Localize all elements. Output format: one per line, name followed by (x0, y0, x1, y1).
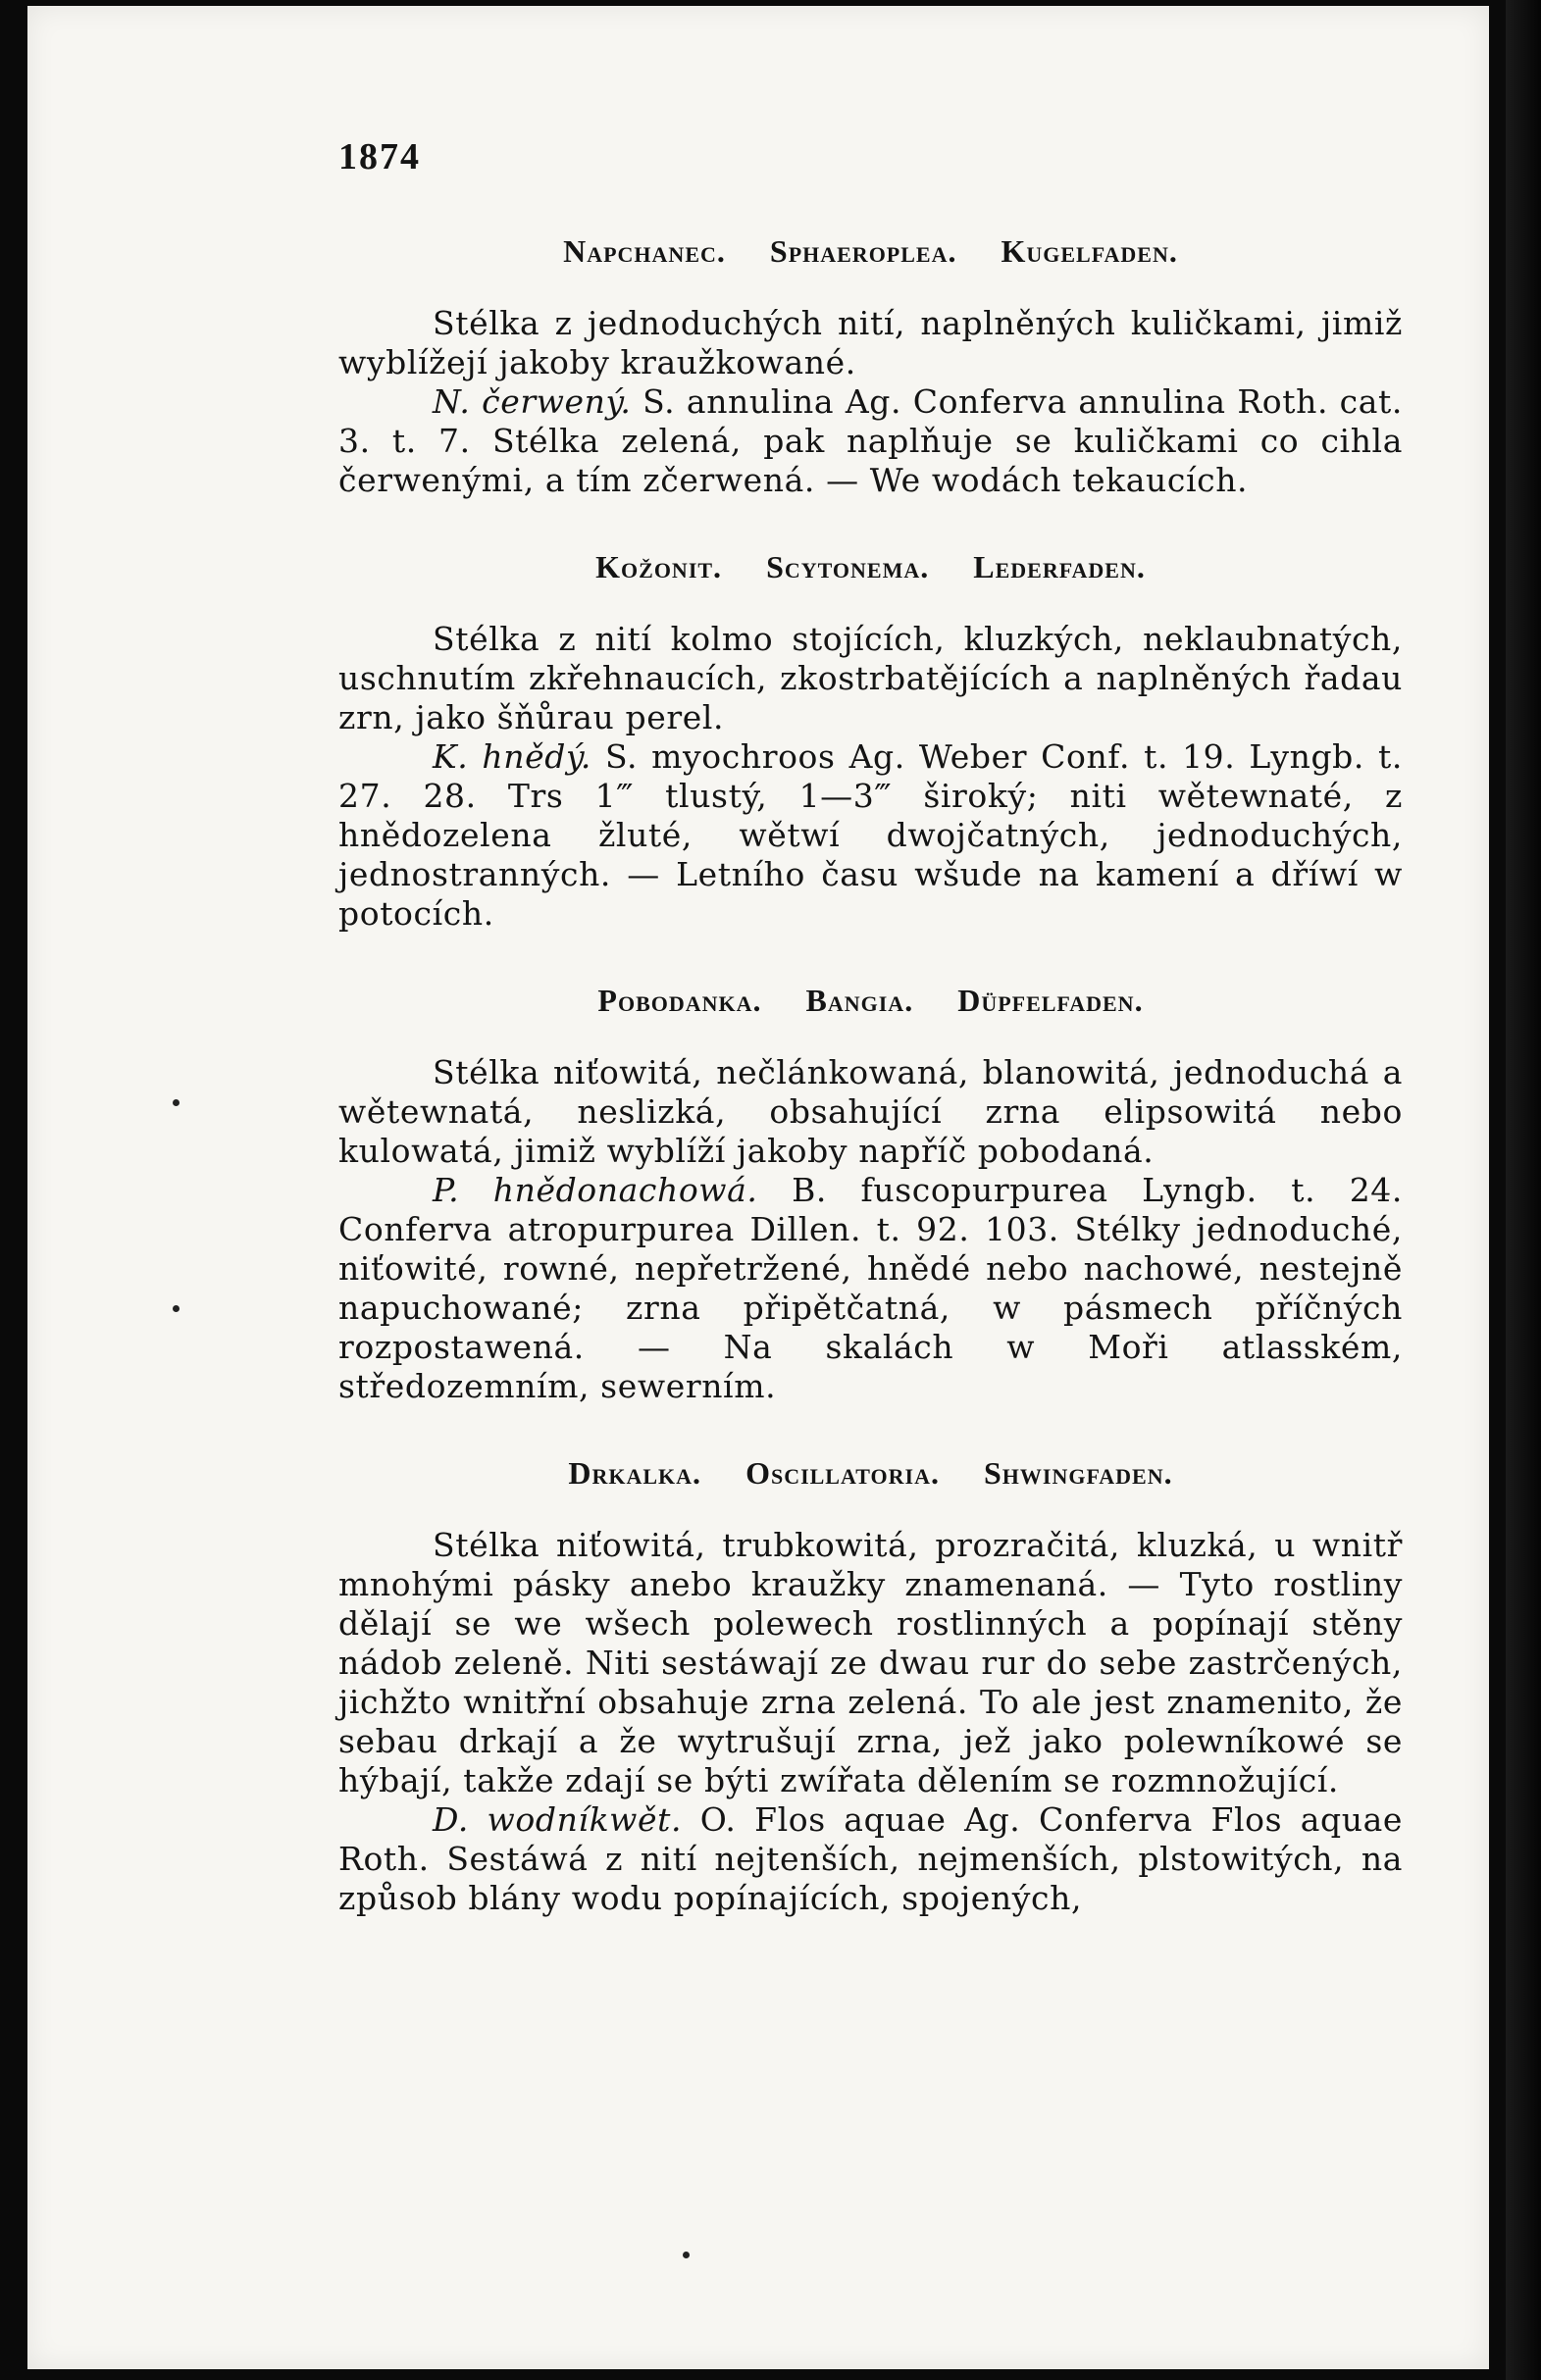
ink-speck (173, 1099, 180, 1106)
ink-speck (173, 1305, 180, 1312)
czech-name: Pobodanka. (597, 983, 762, 1018)
page-edge-shadow (1506, 0, 1541, 2380)
species-name: D. wodníkwět. (433, 1800, 683, 1839)
genus-heading (338, 231, 1403, 271)
species-entry (338, 1800, 1403, 1918)
genus-heading (338, 981, 1403, 1020)
latin-name: Scytonema. (766, 549, 930, 584)
genus-description: Stélka z nití kolmo stojících, kluzkých, neklaubnatých, uschnutím zkřehnaucích, zkostrbatějících a naplněných řadau zrn, jako šňůrau perel. (338, 620, 1403, 736)
species-text: O. Flos aquae Ag. Conferva Flos aquae Roth. Sestáwá z nití nejtenších, nejmenších, plstowitých, na způsob blány wodu popínajících, spojených, (338, 1800, 1404, 1917)
latin-name: Bangia. (805, 983, 914, 1018)
genus-heading (338, 547, 1403, 586)
czech-name: Kožonit. (595, 549, 723, 584)
species-text: S. myochroos Ag. Weber Conf. t. 19. Lyngb. t. 27. 28. Trs 1‴ tlustý, 1—3‴ široký; niti wětewnaté, z hnědozelena žluté, wětwí dwojčatných, jednoduchých, jednostranných. — Letního času wšude na kamení a dříwí w potocích. (338, 737, 1403, 933)
species-name: P. hnědonachowá. (433, 1171, 758, 1209)
species-entry (338, 737, 1403, 934)
genus-heading (338, 1453, 1403, 1493)
species-name: N. čerwený. (433, 382, 632, 421)
species-entry (338, 382, 1403, 500)
german-name: Lederfaden. (973, 549, 1146, 584)
species-text: S. annulina Ag. Conferva annulina Roth. cat. 3. t. 7. Stélka zelená, pak naplňuje se kuličkami co cihla čerwenými, a tím zčerwená. — We wodách tekaucích. (338, 382, 1403, 499)
ink-speck (683, 2252, 690, 2258)
genus-description: Stélka niťowitá, trubkowitá, prozračitá, kluzká, u wnitř mnohými pásky anebo kraužky znamenaná. — Tyto rostliny dělají se we wšech polewech rostlinných a popínají stěny nádob zeleně. Niti sestáwají ze dwau rur do sebe zastrčených, jichžto wnitřní obsahuje zrna zelená. To ale jest znamenito, že sebau drkají a že wytrušují zrna, jež jako polewníkowé se hýbají, takže zdají se býti zwířata dělením se rozmnožující. (338, 1526, 1403, 1799)
genus-description: Stélka z jednoduchých nití, naplněných kuličkami, jimiž wyblížejí jakoby kraužkowané. (338, 304, 1403, 381)
species-entry (338, 1171, 1403, 1406)
latin-name: Sphaeroplea. (769, 233, 957, 269)
latin-name: Oscillatoria. (745, 1455, 940, 1491)
species-text: B. fuscopurpurea Lyngb. t. 24. Conferva atropurpurea Dillen. t. 92. 103. Stélky jednoduché, niťowité, rowné, nepřetržené, hnědé nebo nachowé, nestejně napuchowané; zrna připětčatná, w pásmech příčných rozpostawená. — Na skalách w Moři atlasském, středozemním, sewerním. (338, 1171, 1403, 1405)
page-text (338, 137, 1403, 1918)
german-name: Shwingfaden. (983, 1455, 1173, 1491)
page-number: 1874 (338, 136, 421, 177)
czech-name: Napchanec. (563, 233, 726, 269)
genus-description: Stélka niťowitá, nečlánkowaná, blanowitá, jednoduchá a wětewnatá, neslizká, obsahující zrna elipsowitá nebo kulowatá, jimiž wyblíží jakoby napříč pobodaná. (338, 1053, 1403, 1170)
species-name: K. hnědý. (433, 737, 591, 776)
german-name: Kugelfaden. (1001, 233, 1178, 269)
czech-name: Drkalka. (568, 1455, 702, 1491)
german-name: Düpfelfaden. (957, 983, 1144, 1018)
